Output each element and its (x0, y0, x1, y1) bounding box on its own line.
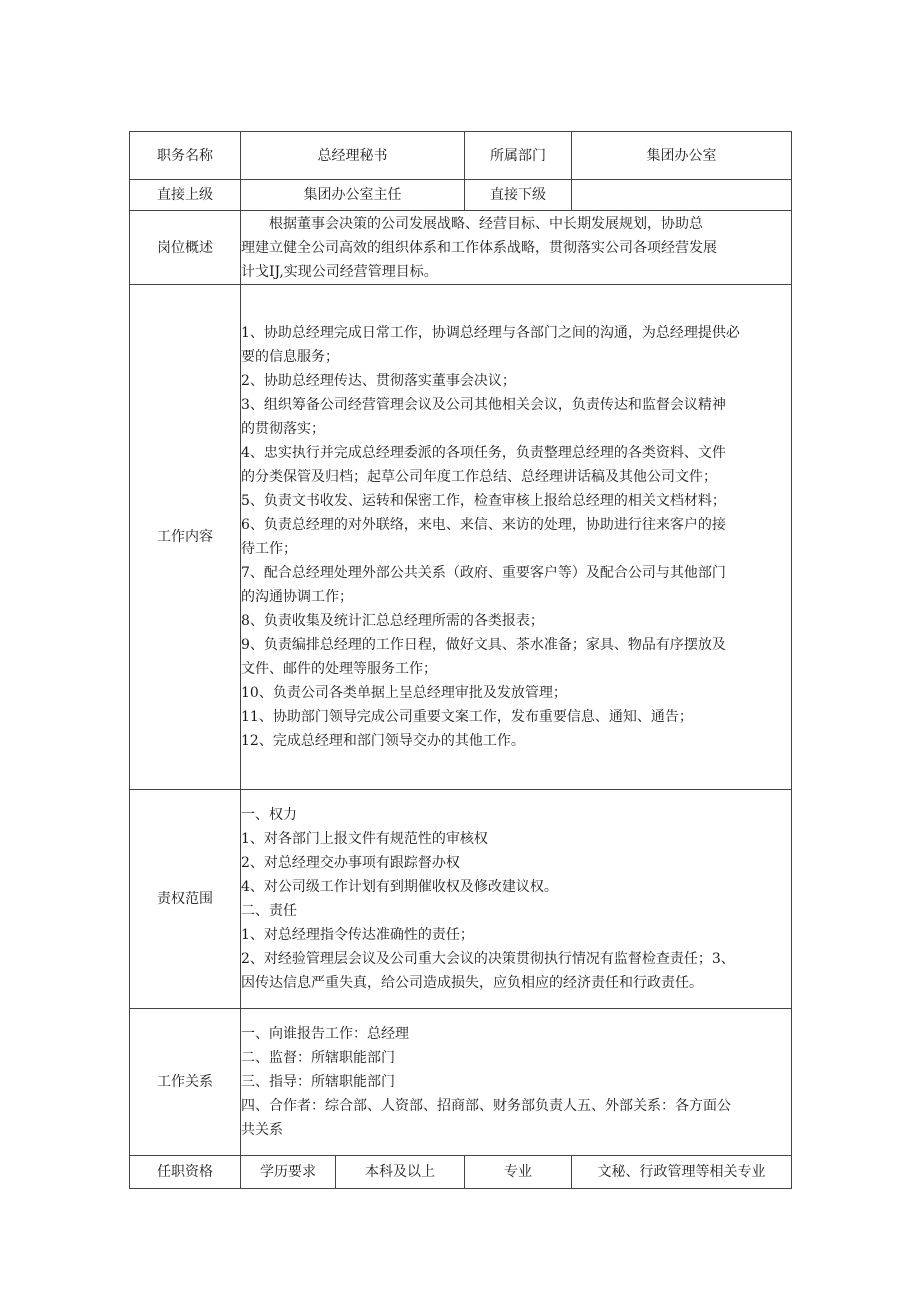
duty-line: 3、组织筹备公司经营管理会议及公司其他相关会议，负责传达和监督会议精神 (241, 397, 726, 413)
row-relations (130, 1009, 792, 1156)
authority-line: 因传达信息严重失真，给公司造成损失，应负相应的经济责任和行政责任。 (241, 975, 703, 991)
authority-line: 1、对总经理指令传达准确性的责任； (241, 927, 474, 943)
relation-line: 四、合作者：综合部、人资部、招商部、财务部负责人五、外部关系：各方面公 (241, 1098, 731, 1114)
duty-line: 9、负责编排总经理的工作日程，做好文具、茶水准备；家具、物品有序摆放及 (241, 637, 726, 653)
row-qualification (130, 1156, 792, 1189)
education-value: 本科及以上 (336, 1156, 465, 1189)
major-value: 文秘、行政管理等相关专业 (572, 1156, 792, 1189)
row-reporting (130, 180, 792, 211)
duties-text (241, 285, 792, 790)
relation-line: 共关系 (241, 1122, 283, 1138)
relation-line: 一、向谁报告工作：总经理 (241, 1026, 409, 1042)
overview-line: 计戈IJ,实现公司经营管理目标。 (241, 263, 438, 280)
overview-label: 岗位概述 (130, 211, 241, 285)
direct-subordinate-value (572, 180, 792, 211)
duties-label: 工作内容 (130, 285, 241, 790)
duty-line: 要的信息服务； (241, 349, 339, 365)
duty-line: 10、负责公司各类单据上呈总经理审批及发放管理； (241, 685, 567, 701)
relations-label: 工作关系 (130, 1009, 241, 1156)
row-overview (130, 211, 792, 285)
authority-line: 二、责任 (241, 903, 297, 919)
authority-line: 一、权力 (241, 807, 297, 823)
duty-line: 4、忠实执行并完成总经理委派的各项任务，负责整理总经理的各类资料、文件 (241, 445, 726, 461)
major-label: 专业 (465, 1156, 572, 1189)
duty-line: 8、负责收集及统计汇总总经理所需的各类报表； (241, 613, 544, 629)
duty-line: 的沟通协调工作； (241, 589, 353, 605)
department-label: 所属部门 (465, 132, 572, 180)
duty-line: 的分类保管及归档；起草公司年度工作总结、总经理讲话稿及其他公司文件； (241, 469, 717, 485)
qualification-label: 任职资格 (130, 1156, 241, 1189)
row-position (130, 132, 792, 180)
duty-line: 2、协助总经理传达、贯彻落实董事会决议； (241, 373, 516, 389)
relation-line: 三、指导：所辖职能部门 (241, 1074, 395, 1090)
authority-line: 2、对总经理交办事项有跟踪督办权 (241, 855, 460, 871)
duty-line: 12、完成总经理和部门领导交办的其他工作。 (241, 733, 525, 749)
authority-text (241, 790, 792, 1009)
relations-text (241, 1009, 792, 1156)
duty-line: 5、负责文书收发、运转和保密工作，检查审核上报给总经理的相关文档材料； (241, 493, 726, 509)
direct-superior-value: 集团办公室主任 (241, 180, 465, 211)
job-description-table (129, 131, 792, 1189)
duty-line: 7、配合总经理处理外部公共关系（政府、重要客户等）及配合公司与其他部门 (241, 565, 726, 581)
duty-line: 6、负责总经理的对外联络，来电、来信、来访的处理，协助进行往来客户的接 (241, 517, 726, 533)
duty-line: 文件、邮件的处理等服务工作； (241, 661, 437, 677)
overview-line: 根据董事会决策的公司发展战略、经营目标、中长期发展规划，协助总 (269, 215, 703, 232)
direct-superior-label: 直接上级 (130, 180, 241, 211)
row-duties (130, 285, 792, 790)
authority-line: 2、对经验管理层会议及公司重大会议的决策贯彻执行情况有监督检查责任；3、 (241, 951, 735, 967)
department-value: 集团办公室 (572, 132, 792, 180)
duty-line: 1、协助总经理完成日常工作，协调总经理与各部门之间的沟通，为总经理提供必 (241, 325, 740, 341)
authority-line: 4、对公司级工作计划有到期催收权及修改建议权。 (241, 879, 558, 895)
duty-line: 待工作； (241, 541, 297, 557)
duty-line: 的贯彻落实； (241, 421, 325, 437)
direct-subordinate-label: 直接下级 (465, 180, 572, 211)
position-title-label: 职务名称 (130, 132, 241, 180)
overview-text (241, 211, 792, 285)
duty-line: 11、协助部门领导完成公司重要文案工作，发布重要信息、通知、通告； (241, 709, 693, 725)
position-title-value: 总经理秘书 (241, 132, 465, 180)
education-label: 学历要求 (241, 1156, 336, 1189)
overview-line: 理建立健全公司高效的组织体系和工作体系战略，贯彻落实公司各项经营发展 (241, 239, 717, 256)
authority-label: 责权范围 (130, 790, 241, 1009)
relation-line: 二、监督：所辖职能部门 (241, 1050, 395, 1066)
authority-line: 1、对各部门上报文件有规范性的审核权 (241, 831, 488, 847)
row-authority (130, 790, 792, 1009)
